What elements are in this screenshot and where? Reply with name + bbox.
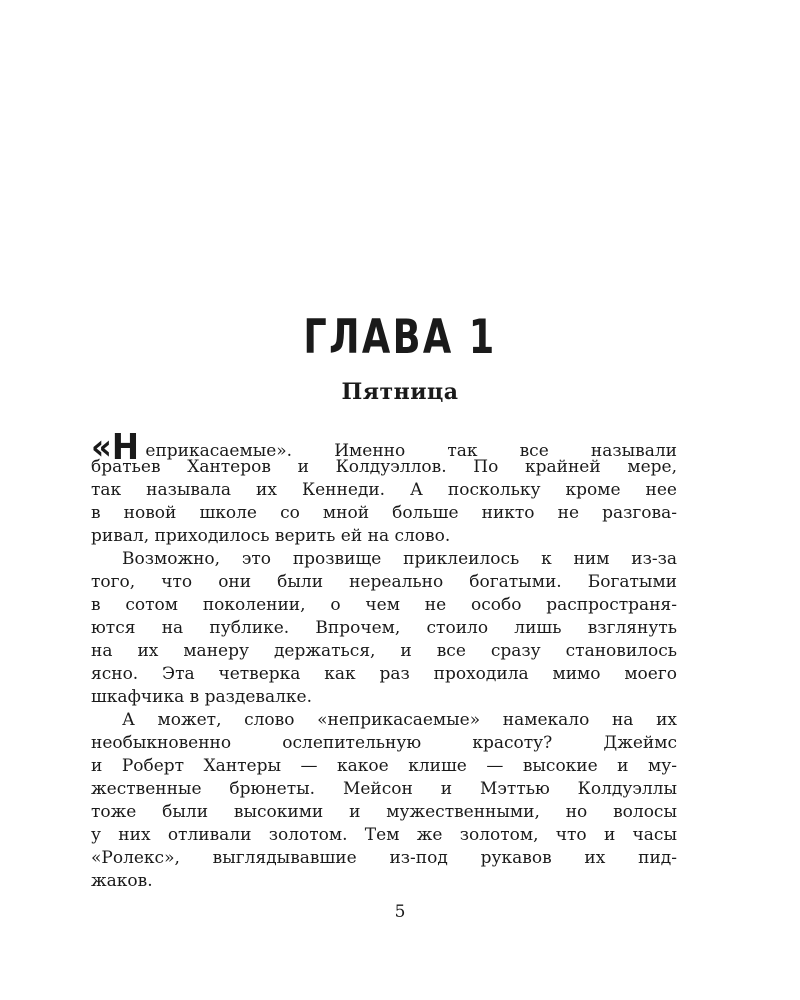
paragraph [91, 709, 677, 893]
text-line: на их манеру держаться, и все сразу становилось [91, 641, 677, 661]
text-line: жаков. [91, 871, 153, 891]
paragraph [91, 548, 677, 709]
text-line: необыкновенно ослепительную красоту? Джеймс [91, 733, 677, 753]
chapter-body [91, 427, 677, 893]
chapter-title: ГЛАВА 1 [303, 310, 497, 365]
paragraph [91, 427, 677, 548]
text-line: шкафчика в раздевалке. [91, 687, 312, 707]
drop-cap: «Н [91, 427, 140, 468]
text-line: А может, слово «неприкасаемые» намекало на их [122, 710, 677, 730]
chapter-subtitle: Пятница [341, 379, 459, 405]
text-line: ривал, приходилось верить ей на слово. [91, 526, 451, 546]
text-line: так называла их Кеннеди. А поскольку кроме нее [91, 480, 677, 500]
text-line-content: еприкасаемые». Именно так все называли [145, 441, 677, 461]
page-number: 5 [394, 902, 406, 922]
text-line: Возможно, это прозвище приклеилось к ним из-за [122, 549, 677, 569]
text-line: и Роберт Хантеры — какое клише — высокие и му- [91, 756, 677, 776]
text-line: «Ролекс», выглядывавшие из-под рукавов их пид- [91, 848, 677, 868]
text-line: у них отливали золотом. Тем же золотом, что и часы [91, 825, 677, 845]
text-line: ются на публике. Впрочем, стоило лишь взглянуть [91, 618, 677, 638]
text-line: в сотом поколении, о чем не особо распространя- [91, 595, 677, 615]
text-line: ясно. Эта четверка как раз проходила мимо моего [91, 664, 677, 684]
text-line: того, что они были нереально богатыми. Богатыми [91, 572, 677, 592]
text-line: братьев Хантеров и Колдуэллов. По крайней мере, [91, 457, 677, 477]
text-line: жественные брюнеты. Мейсон и Мэттью Колдуэллы [91, 779, 677, 799]
text-line: тоже были высокими и мужественными, но волосы [91, 802, 677, 822]
text-line: в новой школе со мной больше никто не разгова- [91, 503, 677, 523]
